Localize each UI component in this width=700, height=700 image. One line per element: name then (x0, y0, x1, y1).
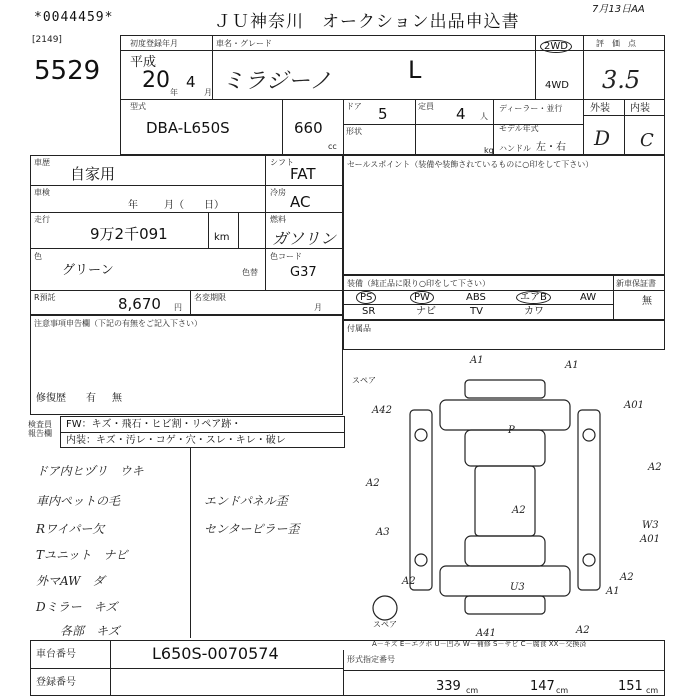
era: 平成 (130, 55, 157, 70)
width-unit: cm (556, 686, 569, 695)
mark-a3: A3 (376, 527, 390, 538)
color-code: G37 (290, 265, 317, 280)
interior-label: 内装 (630, 103, 650, 114)
drive-4wd: 4WD (545, 80, 569, 91)
score-value: 3.5 (602, 66, 641, 94)
note-1: ドア内ヒヅリ ウキ (36, 464, 144, 478)
spare-warranty-value: 無 (642, 296, 652, 307)
shift: FAT (290, 165, 316, 183)
exterior-label: 外装 (590, 103, 610, 114)
color-label: 色 (34, 252, 42, 261)
handle-value: 左・右 (536, 142, 566, 153)
checklist-row1: FW：キズ・飛石・ヒビ割・リペア跡・ (66, 419, 242, 430)
mark-a41: A41 (476, 628, 496, 639)
corner-mark: 7月13日AA (592, 4, 645, 15)
equip-leather: カワ (524, 306, 544, 317)
mark-a2-right: A2 (648, 462, 662, 473)
repair-none: 無 (112, 393, 122, 404)
mileage-label: 走行 (34, 215, 50, 224)
first-reg-label: 初度登録年月 (130, 39, 178, 48)
note-5: センターピラー歪 (204, 522, 300, 536)
equip-ps: PS (356, 291, 376, 304)
mark-a2-rear-right: A2 (576, 625, 590, 636)
inspection-month-day: 月（ 日） (164, 200, 224, 211)
height-unit: cm (646, 686, 659, 695)
mark-a01-right: A01 (624, 400, 644, 411)
fuel: ガソリン (272, 229, 337, 248)
lot-number: 5529 (34, 56, 101, 86)
dealer-label: ディーラー・並行 (499, 104, 563, 113)
note-9: 各部 キズ (60, 624, 120, 638)
displacement: 660 (294, 119, 323, 137)
spare-front-label: スペア (373, 620, 397, 629)
mark-a2-rear-left: A2 (402, 576, 416, 587)
reg-number-label: 登録番号 (36, 677, 76, 688)
mark-p-middle: A2 (512, 505, 526, 516)
seats: 4 (456, 105, 466, 123)
note-6: Tユニット ナビ (36, 548, 128, 562)
mark-a1-front-right: A1 (565, 360, 579, 371)
note-2: 車内ペットの毛 (36, 494, 121, 508)
model-grade-label: 車名・グレード (216, 39, 272, 48)
barcode-box (30, 8, 166, 30)
handle-label: ハンドル (499, 144, 531, 153)
month-unit: 月 (204, 88, 212, 97)
score-label: 評 価 点 (596, 39, 636, 48)
equip-navi: ナビ (416, 306, 436, 317)
shape-label: 形状 (346, 127, 362, 136)
year-unit: 年 (170, 88, 178, 97)
mark-u3: U3 (510, 582, 525, 593)
era-year: 20 (142, 68, 170, 93)
fuel-label: 燃料 (270, 215, 286, 224)
damage-legend: A－キズ E－エクボ U－凹み W－補修 S－サビ C－腐食 XX－交換済 (372, 640, 587, 648)
sales-points-label: セールスポイント（装備や装飾されているものに○印をして下さい） (347, 160, 594, 169)
length: 339 (436, 679, 461, 694)
interior-grade: C (640, 130, 654, 151)
notes-block (30, 315, 343, 415)
tax-label: 名変期限 (194, 293, 226, 302)
tax-month: 月 (314, 303, 322, 312)
mark-a2-bottom: A2 (620, 572, 634, 583)
mark-a01-rear: A01 (640, 534, 660, 545)
seats-label: 定員 (418, 102, 434, 111)
equip-aw: AW (580, 292, 597, 303)
vehicle-name: ミラジーノ (222, 69, 332, 94)
height: 151 (618, 679, 643, 694)
inspection-year: 年 (128, 200, 138, 211)
kg-unit: kg (484, 146, 494, 155)
equipment-label: 装備（純正品に限り○印をして下さい） (347, 279, 490, 288)
repair-history-label: 修復歴 (36, 393, 66, 404)
dimensions-label: 形式指定番号 (347, 655, 395, 664)
mark-a42: A42 (372, 405, 392, 416)
recycle-amount: 8,670 (118, 295, 161, 313)
accessories-block (343, 320, 665, 350)
color-code-label: 色コード (270, 252, 302, 261)
frame-number: L650S-0070574 (152, 644, 279, 663)
recycle-label: R預託 (34, 293, 56, 302)
equip-sr: SR (362, 306, 376, 317)
mark-w3: W3 (642, 520, 659, 531)
sales-block (343, 155, 665, 275)
mark-p-top: P (508, 425, 515, 436)
seats-unit: 人 (480, 112, 488, 121)
barcode-text: *0044459* (34, 10, 114, 25)
shift-label: シフト (270, 158, 294, 167)
dealer-model-label: モデル年式 (499, 124, 539, 133)
width: 147 (530, 679, 555, 694)
cooling: AC (290, 193, 311, 211)
reg-month: 4 (186, 73, 196, 91)
drive-2wd: 2WD (540, 40, 572, 53)
note-4: エンドパネル歪 (204, 494, 288, 508)
equip-pw: PW (410, 291, 434, 304)
mark-a1-rear: A1 (606, 586, 620, 597)
purpose: 自家用 (70, 165, 116, 183)
note-3: Rワイパー欠 (36, 522, 105, 536)
checklist-row2: 内装：キズ・汚レ・コゲ・穴・スレ・キレ・破レ (66, 435, 286, 446)
mileage: 9万2千091 (90, 225, 168, 243)
notes-header: 注意事項申告欄（下記の有無をご記入下さい） (34, 319, 202, 328)
equip-tv: TV (470, 306, 483, 317)
equip-airbag: エアB (516, 291, 551, 304)
note-8: Dミラー キズ (36, 600, 118, 614)
frame-number-label: 車台番号 (36, 649, 76, 660)
lot-code: [2149] (32, 35, 62, 45)
spare-label: スペア (352, 376, 376, 385)
km-unit: km (214, 232, 230, 243)
recycle-unit: 円 (174, 303, 182, 312)
doors-label: ドア (346, 102, 362, 111)
note-7: 外マAW ダ (36, 574, 105, 588)
model-code-label: 型式 (130, 102, 146, 111)
mark-a1-front: A1 (470, 355, 484, 366)
mark-a2-left: A2 (366, 478, 380, 489)
spare-warranty-label: 新車保証書 (616, 279, 656, 288)
cc-unit: cc (328, 142, 337, 151)
equip-abs: ABS (466, 292, 486, 303)
doors: 5 (378, 105, 388, 123)
cooling-label: 冷房 (270, 188, 286, 197)
color-sub-label: 色替 (242, 268, 258, 277)
repair-yes: 有 (86, 393, 96, 404)
model-code: DBA-L650S (146, 119, 230, 137)
disclosure-label: 検査員報告欄 (28, 420, 52, 438)
color: グリーン (62, 263, 114, 278)
purpose-label: 車歴 (34, 158, 50, 167)
length-unit: cm (466, 686, 479, 695)
exterior-grade: D (594, 126, 611, 150)
vehicle-grade: L (408, 56, 422, 84)
page-title: ＪＵ神奈川 オークション出品申込書 (214, 12, 520, 32)
accessories-label: 付属品 (347, 324, 371, 333)
inspection-label: 車検 (34, 188, 50, 197)
